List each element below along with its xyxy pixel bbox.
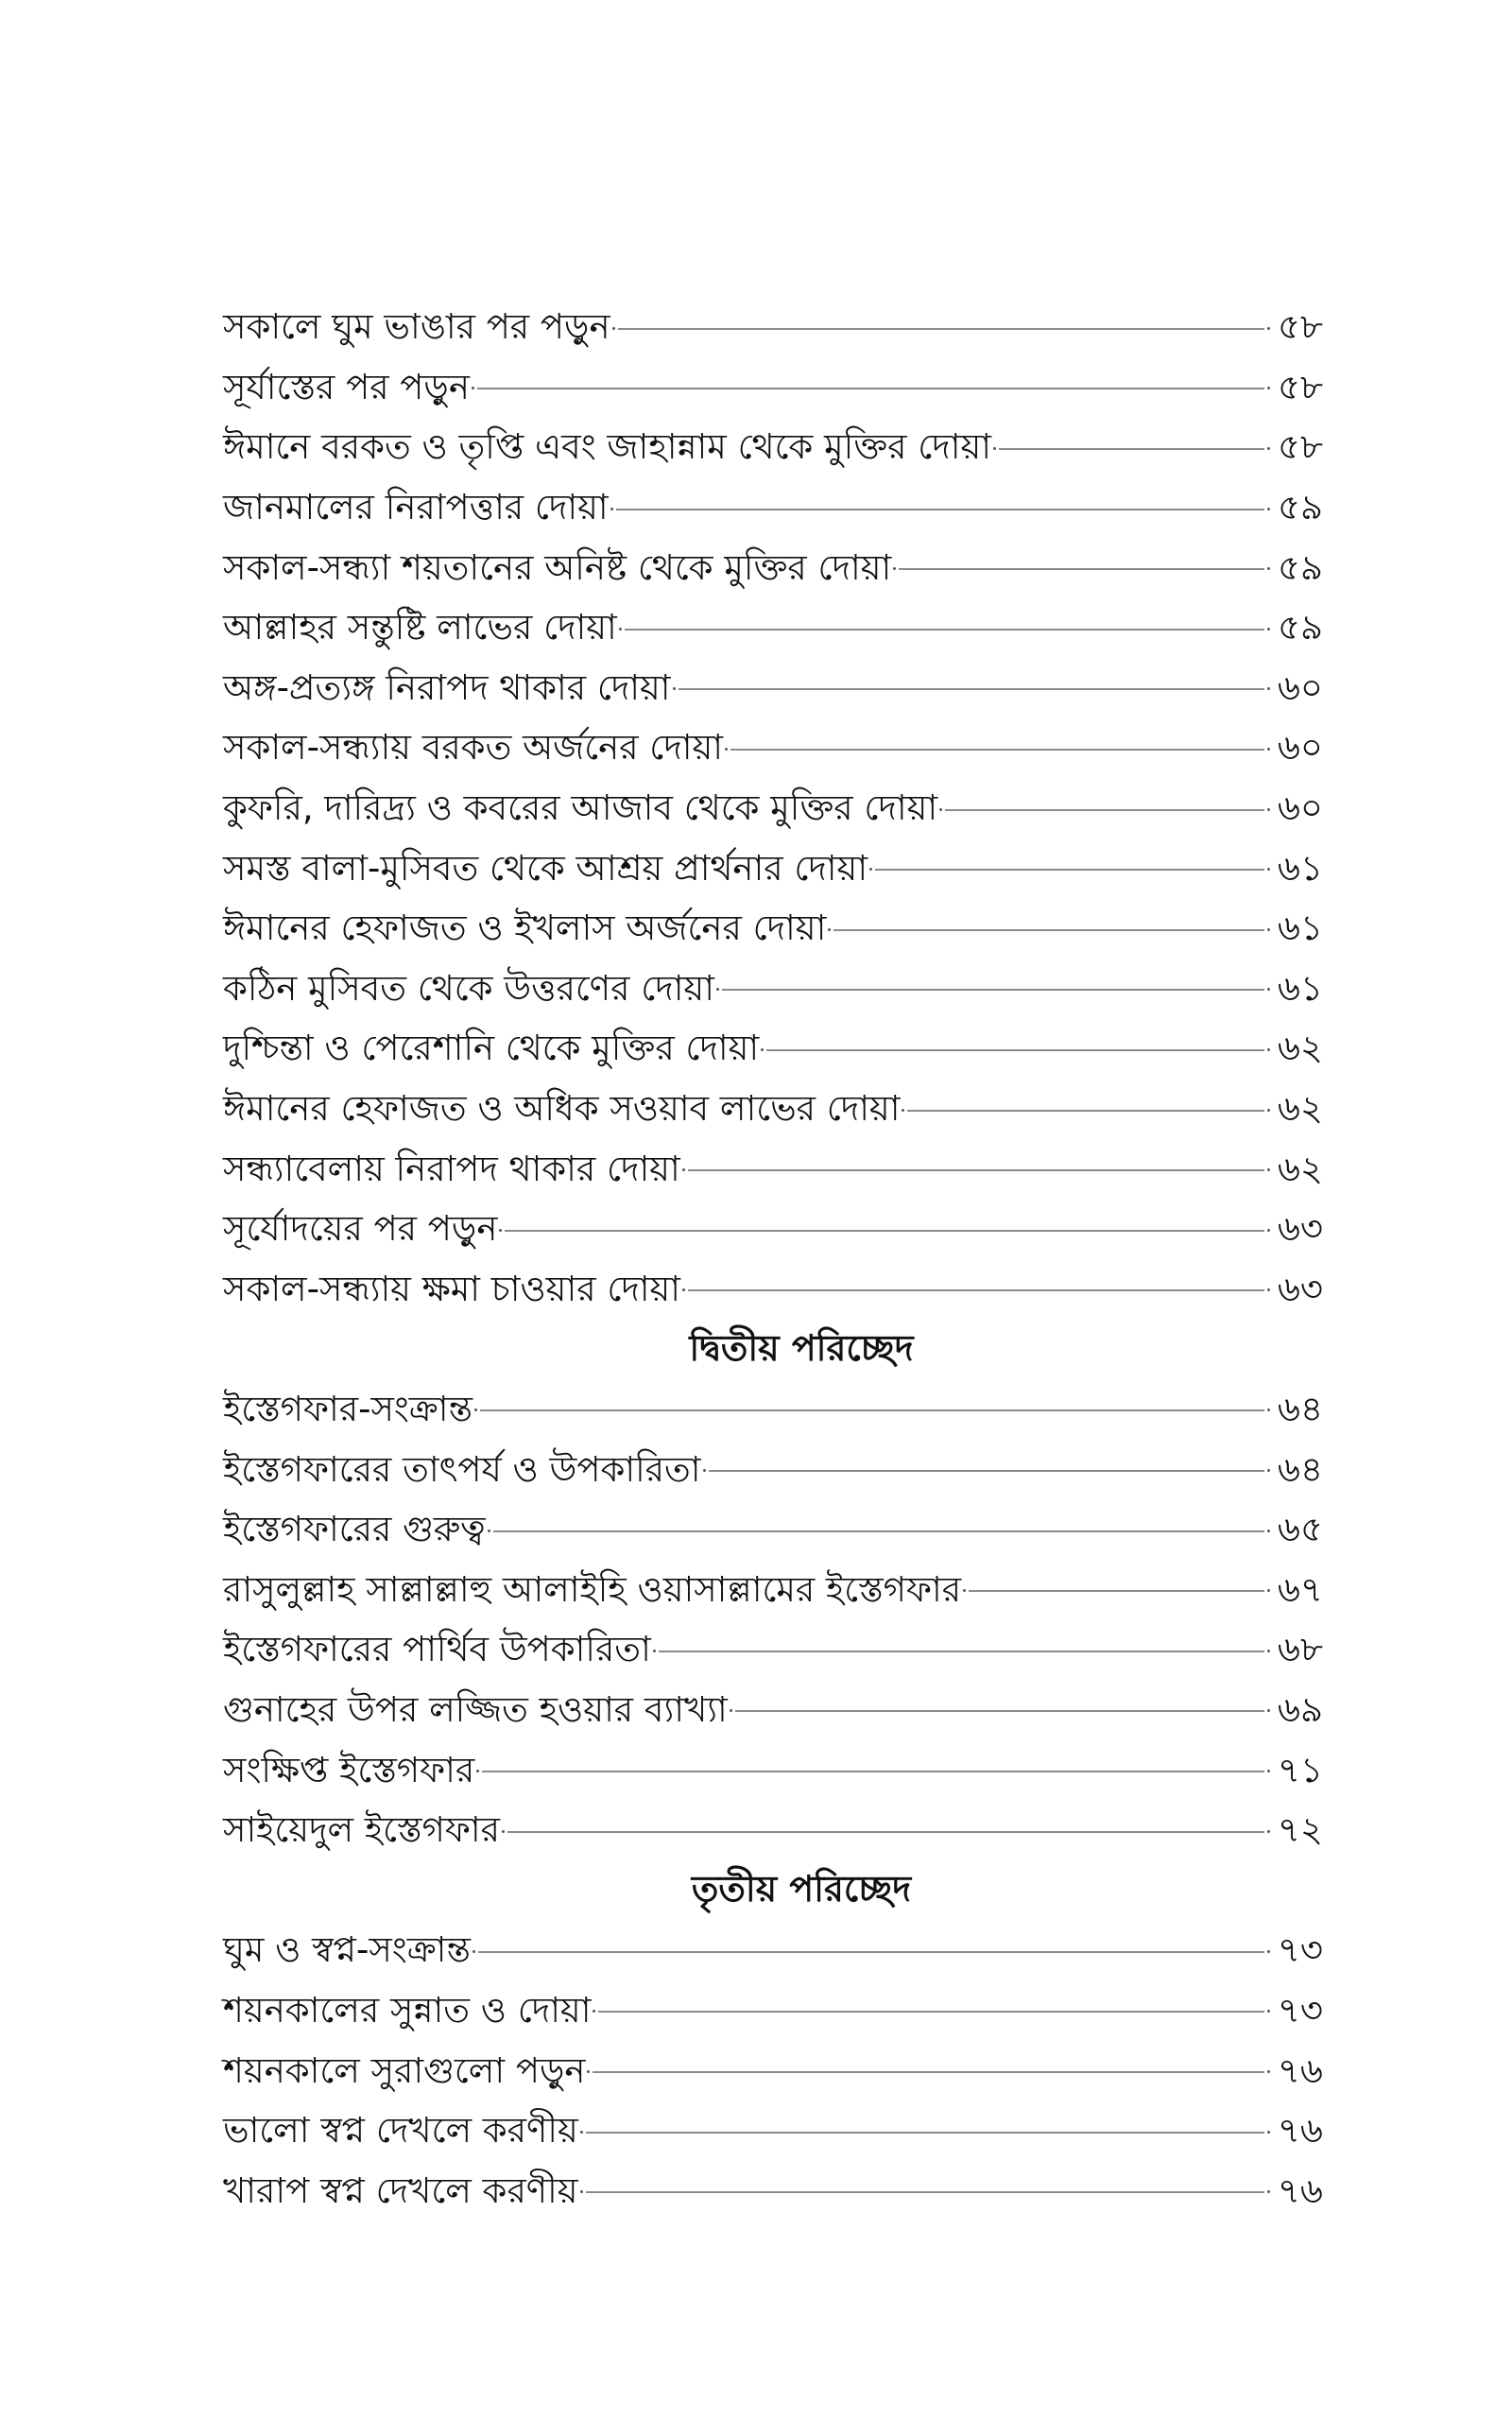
toc-entry: [223, 1201, 1323, 1261]
toc-entry-page: ৬৩: [1277, 1268, 1323, 1309]
toc-entry-page: ৬৪: [1277, 1448, 1323, 1490]
toc-entry: [223, 1682, 1323, 1742]
toc-entry-page: ৫৮: [1277, 366, 1323, 407]
toc-entry: [223, 419, 1323, 479]
toc-entry-title: আল্লাহর সন্তুষ্টি লাভের দোয়া: [223, 607, 617, 648]
toc-entry: [223, 2102, 1323, 2163]
toc-entry-page: ৬১: [1277, 908, 1323, 949]
section-heading: তৃতীয় পরিচ্ছেদ: [691, 1868, 912, 1910]
toc-entry-title: সাইয়েদুল ইস্তেগফার: [223, 1809, 500, 1851]
toc-entry-page: ৬২: [1277, 1088, 1323, 1130]
toc-entry: [223, 1381, 1323, 1442]
toc-entry-title: সকাল-সন্ধ্যা শয়তানের অনিষ্ট থেকে মুক্তির দোয়া: [223, 546, 892, 588]
section-heading: দ্বিতীয় পরিচ্ছেদ: [689, 1326, 914, 1369]
toc-leader-line: [593, 2071, 1264, 2073]
toc-entry-title: খারাপ স্বপ্ন দেখলে করণীয়: [223, 2169, 578, 2211]
toc-entry-page: ৭২: [1277, 1809, 1323, 1851]
toc-leader-line: [688, 1289, 1264, 1291]
toc-entry-page: ৫৮: [1277, 426, 1323, 468]
toc-leader-line: [477, 388, 1264, 389]
toc-leader-line: [907, 1110, 1264, 1112]
toc-leader-line: [480, 1409, 1264, 1411]
toc-entry-title: সকাল-সন্ধ্যায় ক্ষমা চাওয়ার দোয়া: [223, 1268, 681, 1309]
toc-leader-line: [833, 929, 1264, 931]
toc-section-2: [223, 1321, 1323, 1861]
toc-leader-line: [616, 509, 1264, 510]
toc-leader-line: [482, 1771, 1264, 1772]
toc-entry-page: ৬১: [1277, 847, 1323, 889]
toc-entry-title: ঈমানে বরকত ও তৃপ্তি এবং জাহান্নাম থেকে মুক্তির দোয়া: [223, 426, 991, 468]
toc-entry: [223, 1802, 1323, 1862]
toc-entry-title: সন্ধ্যাবেলায় নিরাপদ থাকার দোয়া: [223, 1148, 680, 1189]
toc-entry-page: ৭১: [1277, 1749, 1323, 1790]
toc-entry-title: রাসুলুল্লাহ সাল্লাল্লাহু আলাইহি ওয়াসাল্লামের ইস্তেগফার: [223, 1568, 962, 1610]
toc-leader-line: [999, 448, 1264, 450]
toc-entry: [223, 2042, 1323, 2102]
toc-entry: [223, 1140, 1323, 1201]
toc-leader-line: [899, 568, 1264, 570]
toc-entry: [223, 1982, 1323, 2043]
toc-entry: [223, 479, 1323, 540]
toc-entry-title: অঙ্গ-প্রত্যঙ্গ নিরাপদ থাকার দোয়া: [223, 666, 671, 708]
toc-entry-title: কঠিন মুসিবত থেকে উত্তরণের দোয়া: [223, 967, 714, 1009]
toc-leader-line: [969, 1590, 1264, 1592]
toc-entry: [223, 1020, 1323, 1080]
toc-entry-title: গুনাহের উপর লজ্জিত হওয়ার ব্যাখ্যা: [223, 1688, 728, 1730]
toc-entry-page: ৬০: [1277, 787, 1323, 829]
toc-entry-page: ৬২: [1277, 1148, 1323, 1189]
toc-entry: [223, 780, 1323, 840]
toc-entry-title: ইস্তেগফারের পার্থিব উপকারিতা: [223, 1629, 651, 1670]
toc-entry: [223, 660, 1323, 720]
toc-entry-title: ভালো স্বপ্ন দেখলে করণীয়: [223, 2110, 578, 2152]
toc-section-1: [223, 299, 1323, 1321]
toc-leader-line: [598, 2011, 1264, 2013]
toc-entry: [223, 539, 1323, 599]
toc-entry-page: ৬৯: [1277, 1688, 1323, 1730]
toc-entry-title: শয়নকালের সুন্নাত ও দোয়া: [223, 1989, 592, 2031]
toc-entry-page: ৬১: [1277, 967, 1323, 1009]
toc-entry-page: ৬৪: [1277, 1388, 1323, 1429]
toc-entry-page: ৬২: [1277, 1028, 1323, 1069]
toc-entry: [223, 599, 1323, 660]
toc-entry-title: সূর্যাস্তের পর পড়ুন: [223, 366, 470, 407]
toc-entry-page: ৫৯: [1277, 487, 1323, 528]
toc-entry-page: ৫৯: [1277, 607, 1323, 648]
toc-entry-title: সূর্যোদয়ের পর পড়ুন: [223, 1208, 498, 1250]
toc-leader-line: [493, 1530, 1264, 1532]
toc-section-3: [223, 1861, 1323, 2222]
toc-entry-title: সকালে ঘুম ভাঙার পর পড়ুন: [223, 306, 610, 348]
toc-entry-title: দুশ্চিন্তা ও পেরেশানি থেকে মুক্তির দোয়া: [223, 1028, 760, 1069]
toc-entry-title: শয়নকালে সুরাগুলো পড়ুন: [223, 2049, 586, 2091]
toc-leader-line: [586, 2191, 1264, 2193]
toc-leader-line: [766, 1049, 1264, 1051]
toc-entry: [223, 1080, 1323, 1141]
toc-entry: [223, 1441, 1323, 1501]
toc-leader-line: [722, 989, 1264, 991]
toc-entry-title: সকাল-সন্ধ্যায় বরকত অর্জনের দোয়া: [223, 727, 724, 769]
toc-entry-title: ঈমানের হেফাজত ও ইখলাস অর্জনের দোয়া: [223, 908, 827, 949]
toc-leader-line: [945, 809, 1264, 811]
toc-entry-page: ৫৯: [1277, 546, 1323, 588]
toc-entry-title: ইস্তেগফারের গুরুত্ব: [223, 1509, 486, 1550]
toc-entry: [223, 1561, 1323, 1621]
toc-entry-title: ঘুম ও স্বপ্ন-সংক্রান্ত: [223, 1929, 471, 1971]
toc-entry: [223, 960, 1323, 1021]
toc-leader-line: [709, 1470, 1264, 1472]
table-of-contents: [223, 299, 1323, 2222]
toc-entry: [223, 2162, 1323, 2222]
toc-entry-title: ঈমানের হেফাজত ও অধিক সওয়াব লাভের দোয়া: [223, 1088, 901, 1130]
toc-leader-line: [507, 1831, 1264, 1833]
toc-leader-line: [478, 1951, 1264, 1953]
toc-leader-line: [586, 2132, 1264, 2134]
toc-leader-line: [735, 1710, 1264, 1712]
toc-entry-page: ৬৮: [1277, 1629, 1323, 1670]
toc-entry-title: সংক্ষিপ্ত ইস্তেগফার: [223, 1749, 475, 1790]
toc-entry: [223, 1922, 1323, 1982]
toc-entry-page: ৫৮: [1277, 306, 1323, 348]
toc-entry-page: ৬০: [1277, 727, 1323, 769]
toc-leader-line: [618, 328, 1264, 330]
toc-entry: [223, 299, 1323, 359]
toc-entry-page: ৭৬: [1277, 2110, 1323, 2152]
toc-entry: [223, 359, 1323, 420]
toc-entry-page: ৬৭: [1277, 1568, 1323, 1610]
toc-entry-page: ৬৩: [1277, 1208, 1323, 1250]
toc-entry-page: ৭৬: [1277, 2049, 1323, 2091]
toc-leader-line: [625, 629, 1264, 631]
toc-entry: [223, 719, 1323, 780]
toc-leader-line: [505, 1230, 1264, 1232]
toc-leader-line: [730, 749, 1264, 751]
toc-entry-title: সমস্ত বালা-মুসিবত থেকে আশ্রয় প্রার্থনার দোয়া: [223, 847, 868, 889]
toc-entry-page: ৭৬: [1277, 2169, 1323, 2211]
toc-leader-line: [659, 1651, 1264, 1652]
toc-entry: [223, 1621, 1323, 1682]
toc-entry-title: ইস্তেগফার-সংক্রান্ত: [223, 1388, 472, 1429]
toc-entry-page: ৬০: [1277, 666, 1323, 708]
toc-entry-title: জানমালের নিরাপত্তার দোয়া: [223, 487, 609, 528]
toc-entry: [223, 1741, 1323, 1802]
toc-entry: [223, 1261, 1323, 1322]
toc-entry-page: ৭৩: [1277, 1929, 1323, 1971]
toc-entry: [223, 900, 1323, 960]
toc-leader-line: [688, 1169, 1264, 1171]
toc-leader-line: [875, 869, 1264, 871]
toc-entry: [223, 839, 1323, 900]
toc-leader-line: [679, 688, 1264, 690]
toc-entry-page: ৬৫: [1277, 1509, 1323, 1550]
toc-entry-title: ইস্তেগফারের তাৎপর্য ও উপকারিতা: [223, 1448, 701, 1490]
toc-entry-page: ৭৩: [1277, 1989, 1323, 2031]
toc-entry-title: কুফরি, দারিদ্র্য ও কবরের আজাব থেকে মুক্তির দোয়া: [223, 787, 938, 829]
toc-entry: [223, 1501, 1323, 1562]
